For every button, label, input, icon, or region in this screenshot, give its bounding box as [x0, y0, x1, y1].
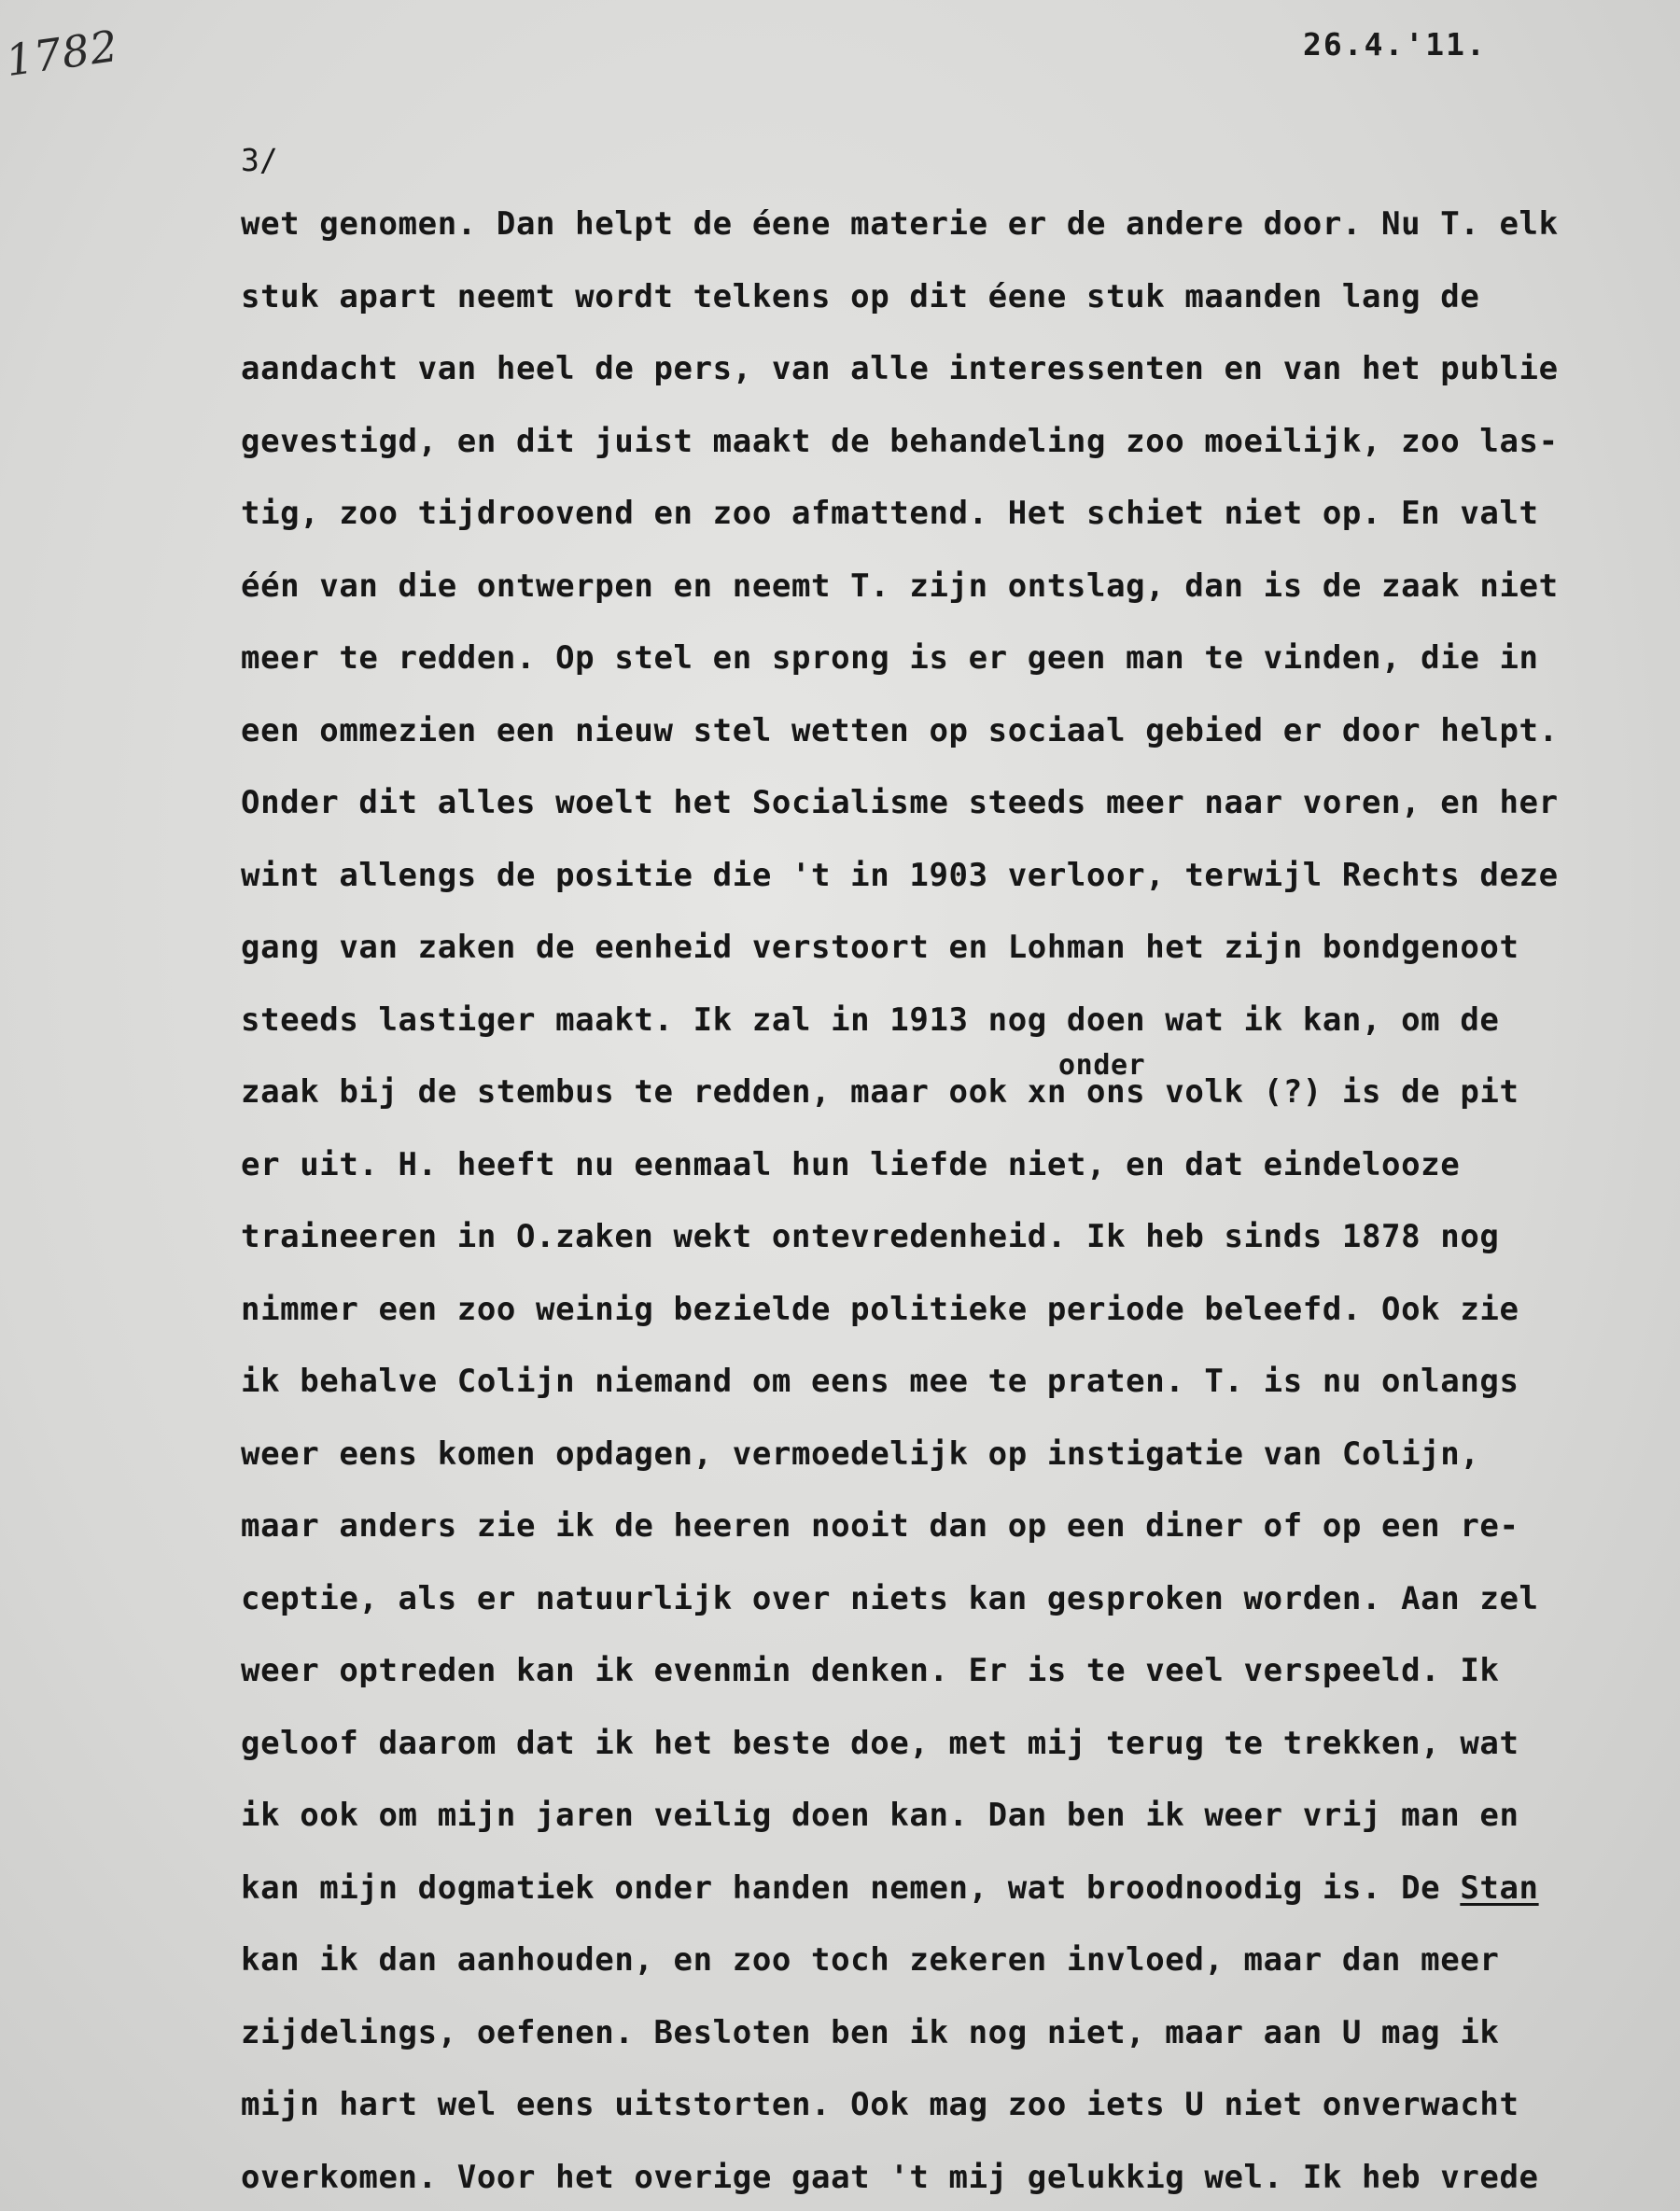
- text-line: overkomen. Voor het overige gaat 't mij gelukkig wel. Ik heb: [241, 2158, 1421, 2196]
- text-line: Onder dit alles woelt het Socialisme steeds meer naar voren, en her: [241, 784, 1559, 821]
- text-line: wet genomen. Dan helpt de éene materie er de andere door. Nu T. elk: [241, 205, 1559, 243]
- text-line: zijdelings, oefenen. Besloten ben ik nog niet, maar aan U mag ik: [241, 2013, 1500, 2051]
- text-line: kan mijn dogmatiek onder handen nemen, wat broodnoodig is. De: [241, 1868, 1441, 1907]
- text-line: weer optreden kan ik evenmin denken. Er is te veel verspeeld. Ik: [241, 1652, 1500, 1689]
- letter-body: [241, 201, 1669, 2211]
- letter-date: 26.4.'11.: [1303, 26, 1487, 63]
- text-line: er uit. H. heeft nu eenmaal hun liefde niet, en dat eindelooze: [241, 1145, 1461, 1183]
- archive-number: 1782: [2, 20, 122, 87]
- text-line: meer te redden. Op stel en sprong is er geen man te vinden, die in: [241, 639, 1539, 677]
- text-line-last: [241, 2154, 1669, 2211]
- text-line: ik ook om mijn jaren veilig doen kan. Dan ben ik weer vrij man en: [241, 1797, 1519, 1834]
- text-line: weer eens komen opdagen, vermoedelijk op instigatie van Colijn,: [241, 1434, 1480, 1473]
- text-line: gevestigd, en dit juist maakt de behandeling zoo moeilijk, zoo las-: [241, 422, 1559, 460]
- underlined-word: Stan: [1460, 1868, 1539, 1907]
- text-line-with-underline: [241, 1865, 1669, 1938]
- text-line: mijn hart wel eens uitstorten. Ook mag zoo iets U niet onverwacht: [241, 2086, 1519, 2123]
- text-line: nimmer een zoo weinig bezielde politieke periode beleefd. Ook zie: [241, 1290, 1519, 1328]
- text-line: een ommezien een nieuw stel wetten op sociaal gebied er door helpt.: [241, 711, 1559, 749]
- typed-insertion: onder: [1058, 1049, 1146, 1082]
- text-line: steeds lastiger maakt. Ik zal in 1913 nog doen wat ik kan, om de: [241, 1001, 1500, 1039]
- text-line: kan ik dan aanhouden, en zoo toch zekeren invloed, maar dan meer: [241, 1941, 1500, 1979]
- text-line: wint allengs de positie die 't in 1903 verloor, terwijl Rechts deze: [241, 856, 1559, 894]
- text-line: ik behalve Colijn niemand om eens mee te praten. T. is nu onlangs: [241, 1363, 1519, 1400]
- text-line: aandacht van heel de pers, van alle interessenten en van het publie: [241, 350, 1559, 387]
- text-line: traineeren in O.zaken wekt ontevredenheid. Ik heb sinds 1878 nog: [241, 1218, 1500, 1255]
- text-line: stuk apart neemt wordt telkens op dit éene stuk maanden lang de: [241, 277, 1480, 315]
- text-line: geloof daarom dat ik het beste doe, met mij terug te trekken, wat: [241, 1724, 1519, 1762]
- text-line: één van die ontwerpen en neemt T. zijn ontslag, dan is de zaak niet: [241, 567, 1559, 605]
- text-line: maar anders zie ik de heeren nooit dan op een diner of op een re-: [241, 1507, 1519, 1545]
- text-line: zaak bij de stembus te redden, maar ook xn ons volk (?) is de pit: [241, 1073, 1519, 1111]
- text-line: ceptie, als er natuurlijk over niets kan gesproken worden. Aan zel: [241, 1579, 1539, 1617]
- text-line: gang van zaken de eenheid verstoort en Lohman het zijn bondgenoot: [241, 929, 1519, 966]
- page-number: 3/: [241, 142, 278, 178]
- text-line: tig, zoo tijdroovend en zoo afmattend. Het schiet niet op. En valt: [241, 495, 1539, 532]
- text-line-with-insertion: [241, 1049, 1669, 1141]
- line-end-word: vrede: [1440, 2158, 1539, 2196]
